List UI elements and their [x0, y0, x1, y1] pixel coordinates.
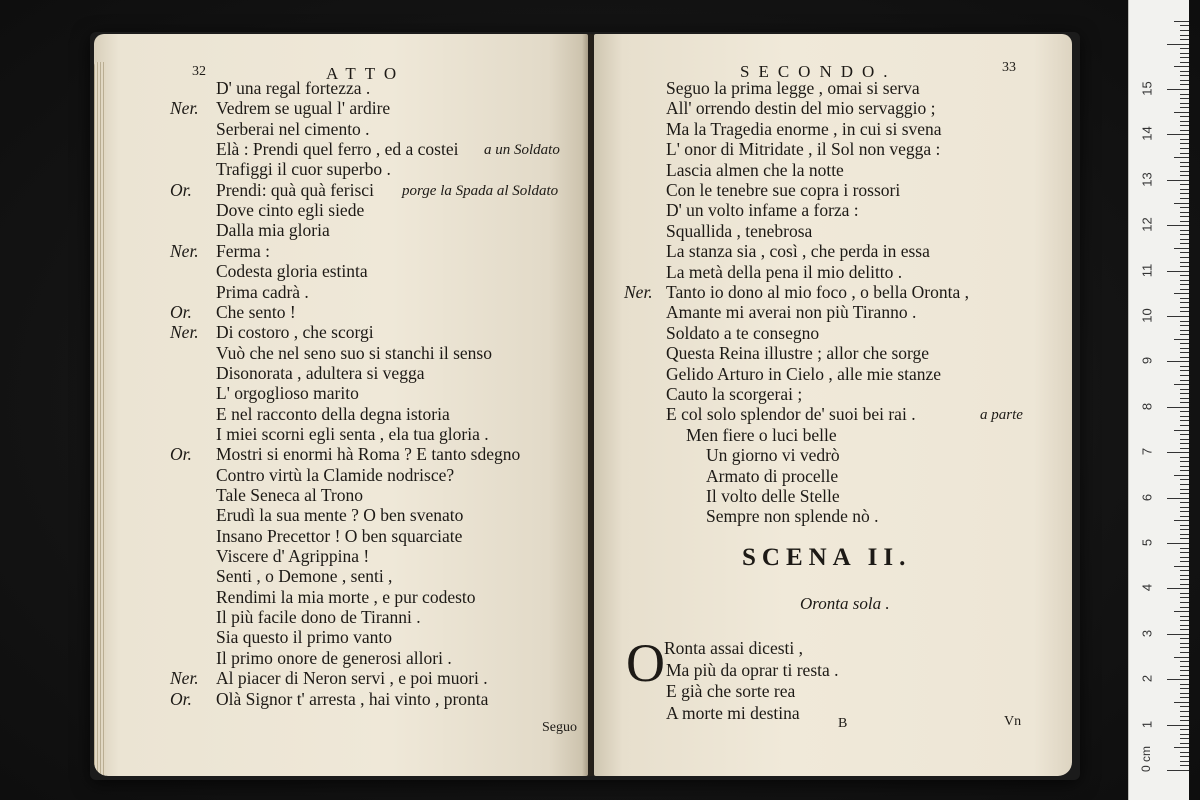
ruler-tick [1180, 579, 1189, 580]
verse-line: Tanto io dono al mio foco , o bella Oronta , [666, 282, 970, 302]
verse-line: Prima cadrà . [216, 281, 309, 302]
ruler-tick [1180, 284, 1189, 285]
ruler-tick [1167, 225, 1189, 226]
ruler-tick [1180, 711, 1189, 712]
verse-line: Prendi: quà quà ferisci [216, 179, 374, 200]
ruler-tick [1167, 44, 1189, 45]
ruler-tick [1180, 666, 1189, 667]
ruler-tick [1180, 761, 1189, 762]
ruler-tick [1167, 770, 1189, 771]
ruler-tick [1180, 470, 1189, 471]
ruler-tick [1167, 634, 1189, 635]
ruler-tick [1180, 716, 1189, 717]
ruler-tick [1180, 266, 1189, 267]
verse-line: Ma più da oprar ti resta . [666, 659, 839, 680]
ruler-number: 4 [1139, 584, 1155, 592]
ruler-tick [1167, 498, 1189, 499]
verse-line: Il più facile dono de Tiranni . [216, 607, 421, 628]
right-running-head: SECONDO. [740, 62, 897, 81]
verse-line: Viscere d' Agrippina ! [216, 546, 370, 567]
ruler-tick [1174, 339, 1189, 340]
ruler-tick [1174, 430, 1189, 431]
ruler-tick [1180, 425, 1189, 426]
ruler-tick [1174, 611, 1189, 612]
speaker-label: Ner. [170, 98, 199, 119]
ruler-tick [1180, 71, 1189, 72]
ruler-tick [1174, 520, 1189, 521]
ruler-tick [1180, 130, 1189, 131]
ruler-tick [1180, 212, 1189, 213]
ruler-tick [1180, 107, 1189, 108]
ruler-tick [1180, 193, 1189, 194]
ruler-number: 10 [1139, 308, 1155, 323]
speaker-label: Ner. [170, 322, 199, 343]
ruler-tick [1180, 343, 1189, 344]
ruler-tick [1180, 307, 1189, 308]
speaker-label: Or. [170, 301, 192, 322]
left-page [94, 34, 588, 776]
verse-line: Dove cinto egli siede [216, 200, 365, 221]
ruler-tick [1180, 443, 1189, 444]
speaker-label: Or. [170, 444, 192, 465]
verse-line: Questa Reina illustre ; allor che sorge [666, 343, 930, 364]
ruler-tick [1180, 734, 1189, 735]
ruler-tick [1180, 75, 1189, 76]
verse-line: Il volto delle Stelle [706, 486, 840, 506]
verse-line: Ferma : [216, 240, 270, 261]
ruler-tick [1180, 375, 1189, 376]
ruler-tick [1167, 679, 1189, 680]
verse-line: Olà Signor t' arresta , hai vinto , pronta [216, 688, 489, 709]
verse-line: L' onor di Mitridate , il Sol non vegga : [666, 139, 941, 160]
speaker-label: Ner. [170, 668, 199, 689]
ruler-tick [1180, 148, 1189, 149]
ruler-tick [1180, 529, 1189, 530]
ruler-tick [1180, 489, 1189, 490]
ruler-tick [1180, 125, 1189, 126]
verse-line: A morte mi destina [666, 702, 800, 723]
ruler-tick [1174, 248, 1189, 249]
ruler-tick [1180, 257, 1189, 258]
ruler-tick [1180, 207, 1189, 208]
verse-line: Amante mi averai non più Tiranno . [666, 302, 917, 323]
verse-line: Sempre non splende nò . [706, 506, 879, 527]
ruler-tick [1180, 330, 1189, 331]
ruler-tick [1180, 638, 1189, 639]
ruler-tick [1180, 380, 1189, 381]
ruler-number: 15 [1139, 81, 1155, 96]
ruler-number: 13 [1139, 172, 1155, 187]
ruler-tick [1180, 175, 1189, 176]
verse-line: Cauto la scorgerai ; [666, 384, 803, 404]
ruler-tick [1180, 280, 1189, 281]
ruler-tick [1180, 48, 1189, 49]
ruler-tick [1180, 684, 1189, 685]
ruler-tick [1180, 166, 1189, 167]
verse-line: Con le tenebre sue copra i rossori [666, 180, 901, 200]
verse-line: Squallida , tenebrosa [666, 220, 813, 241]
ruler-number: 12 [1139, 217, 1155, 232]
ruler-tick [1180, 239, 1189, 240]
verse-line: Trafiggi il cuor superbo . [216, 159, 391, 180]
ruler-tick [1180, 434, 1189, 435]
ruler-tick [1180, 620, 1189, 621]
verse-line: I miei scorni egli senta , ela tua gloria . [216, 423, 489, 444]
ruler-tick [1180, 366, 1189, 367]
ruler-tick [1180, 162, 1189, 163]
ruler-tick [1180, 103, 1189, 104]
ruler-tick [1180, 647, 1189, 648]
ruler-tick [1180, 765, 1189, 766]
ruler-tick [1167, 89, 1189, 90]
ruler-tick [1180, 298, 1189, 299]
ruler-number: 11 [1139, 263, 1155, 277]
ruler-number: 14 [1139, 126, 1155, 142]
scene-heading: SCENA II. [742, 544, 912, 571]
ruler-tick [1180, 479, 1189, 480]
ruler-tick [1180, 629, 1189, 630]
ruler-tick [1180, 552, 1189, 553]
scene-persona: Oronta sola . [800, 594, 890, 613]
verse-line: Mostri si enormi hà Roma ? E tanto sdegno [216, 444, 521, 465]
ruler-tick [1180, 35, 1189, 36]
ruler-tick [1174, 747, 1189, 748]
ruler-number: 9 [1139, 357, 1155, 365]
ruler-tick [1180, 743, 1189, 744]
ruler-tick [1180, 420, 1189, 421]
ruler-tick [1180, 198, 1189, 199]
verse-line: Men fiere o luci belle [686, 424, 837, 445]
ruler-tick [1180, 348, 1189, 349]
verse-line: Rendimi la mia morte , e pur codesto [216, 586, 476, 607]
ruler-tick [1180, 607, 1189, 608]
ruler-tick [1180, 484, 1189, 485]
ruler-tick [1180, 584, 1189, 585]
verse-line: Gelido Arturo in Cielo , alle mie stanze [666, 363, 942, 384]
ruler-tick [1180, 389, 1189, 390]
ruler-unit-label: 0 cm [1139, 745, 1154, 773]
ruler-tick [1180, 357, 1189, 358]
ruler-tick [1174, 566, 1189, 567]
ruler-tick [1174, 66, 1189, 67]
ruler-number: 3 [1139, 629, 1155, 637]
verse-line: Armato di procelle [706, 465, 839, 486]
ruler-number: 8 [1139, 402, 1155, 410]
ruler-tick [1167, 543, 1189, 544]
right-page-number: 33 [1002, 60, 1016, 75]
ruler-number: 5 [1139, 538, 1155, 547]
ruler-tick [1167, 316, 1189, 317]
stage-direction: a parte [980, 407, 1023, 424]
signature-mark: B [838, 716, 848, 731]
ruler-tick [1180, 448, 1189, 449]
verse-line: La metà della pena il mio delitto . [666, 261, 903, 282]
ruler-tick [1180, 116, 1189, 117]
verse-line: All' orrendo destin del mio servaggio ; [666, 98, 936, 119]
verse-line: D' un volto infame a forza : [666, 200, 859, 221]
verse-line: Lascia almen che la notte [666, 159, 844, 180]
ruler-tick [1180, 561, 1189, 562]
ruler-tick [1180, 502, 1189, 503]
ruler-tick [1180, 652, 1189, 653]
ruler-tick [1180, 171, 1189, 172]
ruler-tick [1180, 139, 1189, 140]
ruler-tick [1180, 557, 1189, 558]
ruler-tick [1180, 466, 1189, 467]
ruler-tick [1180, 370, 1189, 371]
ruler-tick [1180, 534, 1189, 535]
ruler-tick [1180, 697, 1189, 698]
ruler-tick [1180, 275, 1189, 276]
verse-line: La stanza sia , così , che perda in essa [666, 241, 930, 262]
ruler-tick [1180, 243, 1189, 244]
ruler-tick [1180, 675, 1189, 676]
ruler-tick [1180, 352, 1189, 353]
ruler-tick [1180, 720, 1189, 721]
ruler-tick [1174, 475, 1189, 476]
verse-line: L' orgoglioso marito [216, 383, 359, 404]
ruler-tick [1167, 452, 1189, 453]
ruler-tick [1174, 657, 1189, 658]
ruler-number: 2 [1139, 675, 1155, 683]
ruler-tick [1180, 39, 1189, 40]
ruler-number: 7 [1139, 448, 1155, 456]
ruler-tick [1180, 688, 1189, 689]
ruler-tick [1180, 538, 1189, 539]
ruler-tick [1180, 289, 1189, 290]
ruler-tick [1167, 271, 1189, 272]
ruler-tick [1167, 180, 1189, 181]
ruler-tick [1180, 252, 1189, 253]
ruler-tick [1180, 334, 1189, 335]
right-page [594, 34, 1072, 776]
ruler-tick [1180, 511, 1189, 512]
ruler-tick [1180, 98, 1189, 99]
left-running-head: ATTO [326, 64, 406, 83]
verse-line: Insano Precettor ! O ben squarciate [216, 525, 463, 546]
verse-line: Il primo onore de generosi allori . [216, 647, 452, 668]
verse-line: E col solo splendor de' suoi bei rai . [666, 404, 916, 425]
ruler-tick [1180, 439, 1189, 440]
verse-line: Soldato a te consegno [666, 322, 820, 343]
ruler-tick [1167, 588, 1189, 589]
ruler-tick [1174, 157, 1189, 158]
verse-line: Di costoro , che scorgi [216, 322, 374, 343]
verse-line: Ma la Tragedia enorme , in cui si svena [666, 118, 942, 139]
verse-line: Al piacer di Neron servi , e poi muori . [216, 668, 488, 689]
ruler-tick [1180, 516, 1189, 517]
ruler-tick [1180, 57, 1189, 58]
ruler-tick [1180, 411, 1189, 412]
ruler-tick [1180, 62, 1189, 63]
ruler-tick [1180, 602, 1189, 603]
measurement-ruler [1128, 0, 1189, 800]
ruler-tick [1180, 493, 1189, 494]
ruler-tick [1174, 702, 1189, 703]
verse-line: Vuò che nel seno suo si stanchi il senso [216, 342, 492, 363]
ruler-tick [1180, 230, 1189, 231]
ruler-tick [1180, 402, 1189, 403]
verse-line: Tale Seneca al Trono [216, 485, 364, 505]
open-book [86, 20, 1086, 782]
ruler-tick [1174, 21, 1189, 22]
verse-line: Ronta assai dicesti , [664, 638, 804, 658]
verse-line: Erudì la sua mente ? O ben svenato [216, 505, 464, 526]
ruler-tick [1180, 234, 1189, 235]
ruler-tick [1167, 725, 1189, 726]
ruler-tick [1180, 143, 1189, 144]
ruler-tick [1174, 384, 1189, 385]
speaker-label: Ner. [170, 240, 199, 261]
ruler-tick [1180, 311, 1189, 312]
drop-cap: O [626, 633, 665, 693]
ruler-tick [1180, 756, 1189, 757]
ruler-tick [1180, 325, 1189, 326]
page-edges [94, 62, 106, 776]
verse-line: D' una regal fortezza . [216, 78, 371, 98]
ruler-tick [1180, 53, 1189, 54]
ruler-tick [1174, 112, 1189, 113]
ruler-tick [1180, 593, 1189, 594]
speaker-label: Or. [170, 179, 192, 200]
ruler-tick [1180, 398, 1189, 399]
verse-line: Serberai nel cimento . [216, 118, 370, 139]
ruler-tick [1174, 293, 1189, 294]
ruler-tick [1180, 729, 1189, 730]
ruler-tick [1180, 221, 1189, 222]
ruler-tick [1180, 262, 1189, 263]
ruler-tick [1167, 134, 1189, 135]
ruler-tick [1180, 693, 1189, 694]
ruler-tick [1180, 525, 1189, 526]
ruler-tick [1180, 216, 1189, 217]
ruler-tick [1180, 416, 1189, 417]
ruler-tick [1180, 80, 1189, 81]
speaker-label: Or. [170, 688, 192, 709]
ruler-tick [1180, 121, 1189, 122]
verse-line: E nel racconto della degna istoria [216, 403, 450, 424]
ruler-tick [1180, 752, 1189, 753]
verse-line: Dalla mia gloria [216, 220, 330, 241]
ruler-tick [1167, 361, 1189, 362]
ruler-tick [1180, 94, 1189, 95]
ruler-number: 6 [1139, 493, 1155, 501]
ruler-tick [1180, 548, 1189, 549]
ruler-tick [1180, 302, 1189, 303]
ruler-tick [1180, 25, 1189, 26]
verse-line: E già che sorte rea [666, 681, 796, 701]
ruler-number: 1 [1139, 720, 1155, 728]
ruler-tick [1180, 661, 1189, 662]
ruler-tick [1180, 597, 1189, 598]
ruler-tick [1180, 507, 1189, 508]
stage-direction: a un Soldato [484, 142, 560, 159]
stage-direction: porge la Spada al Soldato [402, 182, 559, 199]
ruler-tick [1180, 84, 1189, 85]
left-page-number: 32 [192, 64, 206, 79]
ruler-tick [1180, 625, 1189, 626]
verse-line: Elà : Prendi quel ferro , ed a costei [216, 139, 459, 160]
ruler-tick [1180, 575, 1189, 576]
ruler-tick [1180, 616, 1189, 617]
verse-line: Un giorno vi vedrò [706, 445, 840, 466]
right-catchword: Vn [1004, 714, 1022, 729]
verse-line: Senti , o Demone , senti , [216, 566, 393, 587]
ruler-tick [1180, 461, 1189, 462]
ruler-tick [1180, 738, 1189, 739]
verse-line: Vedrem se ugual l' ardire [216, 98, 391, 119]
verse-line: Contro virtù la Clamide nodrisce? [216, 464, 455, 485]
ruler-tick [1180, 393, 1189, 394]
ruler-tick [1180, 321, 1189, 322]
ruler-tick [1180, 184, 1189, 185]
ruler-tick [1180, 457, 1189, 458]
ruler-tick [1180, 189, 1189, 190]
verse-line: Disonorata , adultera si vegga [216, 362, 425, 383]
verse-line: Che sento ! [216, 301, 296, 322]
verse-line: Seguo la prima legge , omai si serva [666, 78, 920, 98]
ruler-tick [1180, 670, 1189, 671]
speaker-label: Ner. [624, 282, 653, 302]
ruler-tick [1174, 203, 1189, 204]
ruler-tick [1180, 643, 1189, 644]
ruler-tick [1180, 153, 1189, 154]
verse-line: Codesta gloria estinta [216, 261, 368, 282]
ruler-tick [1180, 706, 1189, 707]
ruler-tick [1167, 407, 1189, 408]
verse-line: Sia questo il primo vanto [216, 627, 392, 648]
ruler-tick [1180, 30, 1189, 31]
left-catchword: Seguo [542, 720, 577, 735]
ruler-tick [1180, 570, 1189, 571]
